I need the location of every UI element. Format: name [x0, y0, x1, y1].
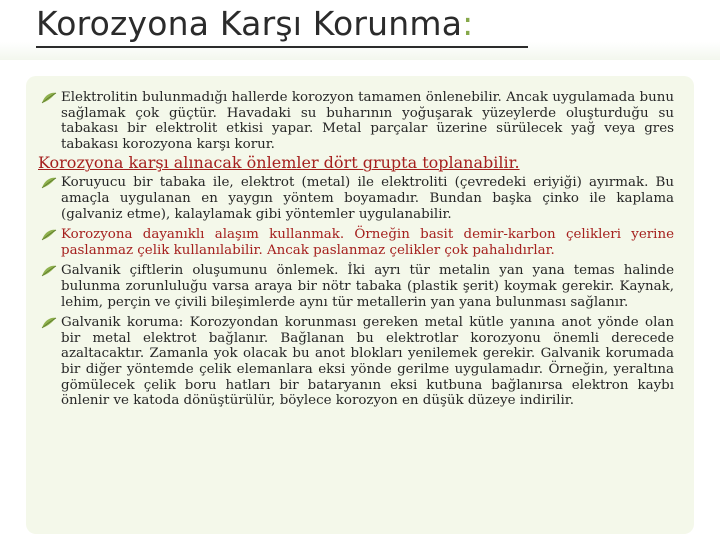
list-item — [38, 315, 674, 409]
list-item — [38, 227, 674, 258]
intro-text: Elektrolitin bulunmadığı hallerde korozyon tamamen önlenebilir. Ancak uygulamada bunu sağlamak çok güçtür. Havadaki su buharının yoğuşarak yüzeylerde oluşturduğu su tabakası bir elektrolit etkisi yapar. Metal parçalar üzerine sürülecek yağ veya gres tabakası korozyona karşı korur. — [61, 90, 674, 152]
title-colon: : — [462, 4, 474, 43]
list-item — [38, 263, 674, 310]
list-item — [38, 175, 674, 222]
slide-title — [36, 4, 473, 43]
intro-paragraph — [38, 90, 674, 152]
leaf-bullet-icon — [40, 315, 58, 331]
title-underline — [36, 46, 528, 48]
leaf-bullet-icon — [40, 175, 58, 191]
content — [38, 90, 674, 414]
list-item-text: Korozyona dayanıklı alaşım kullanmak. Örneğin basit demir-karbon çelikleri yerine paslanmaz çelik kullanılabilir. Ancak paslanmaz çelikler çok pahalıdırlar. — [61, 227, 674, 258]
leaf-bullet-icon — [40, 263, 58, 279]
leaf-bullet-icon — [40, 227, 58, 243]
list-item-text: Galvanik çiftlerin oluşumunu önlemek. İki ayrı tür metalin yan yana temas halinde bulunma zorunluluğu varsa araya bir nötr tabaka (plastik şerit) koymak gerekir. Kaynak, lehim, perçin ve çivili bileşimlerde aynı tür metallerin yan yana bulunması sağlanır. — [61, 263, 674, 310]
list-item-text: Galvanik koruma: Korozyondan korunması gereken metal kütle yanına anot yönde olan bir metal elektrot bağlanır. Bağlanan bu elektrotlar korozyonu önemli derecede azaltacaktır. Zamanla yok olacak bu anot blokları yenilemek gerekir. Galvanik korumada bir diğer yöntemde çelik elemanlara eksi yönde gerilme uygulamadır. Örneğin, yeraltına gömülecek çelik boru hatları bir bataryanın eksi kutbuna bağlanırsa elektron kaybı önlenir ve katoda dönüştürülür, böylece korozyon en düşük düzeye indirilir. — [61, 315, 674, 409]
slide-title-text: Korozyona Karşı Korunma — [36, 4, 463, 43]
section-heading: Korozyona karşı alınacak önlemler dört grupta toplanabilir. — [38, 153, 520, 173]
list-item-text: Koruyucu bir tabaka ile, elektrot (metal) ile elektroliti (çevredeki eriyiği) ayırmak. Bu amaçla uygulanan en yaygın yöntem boyamadır. Bundan başka çinko ile kaplama (galvaniz etme), kalaylamak gibi yöntemler uygulanabilir. — [61, 175, 674, 222]
leaf-bullet-icon — [40, 90, 58, 106]
